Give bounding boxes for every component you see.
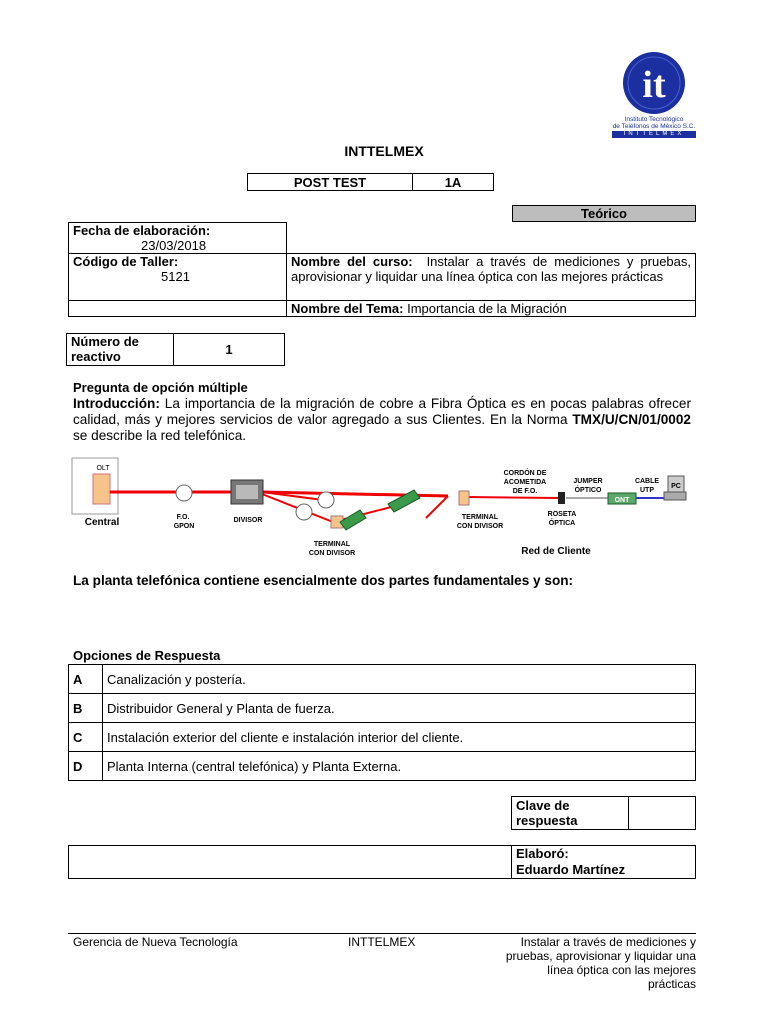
elaboro-table xyxy=(68,845,696,879)
olt-label: OLT xyxy=(96,465,110,472)
roseta-label: ROSETA ÓPTICA xyxy=(547,511,577,527)
logo-band: INTTELMEX xyxy=(612,131,696,138)
olt-card xyxy=(93,474,110,504)
option-row[interactable] xyxy=(69,694,696,723)
reactivo-label: Número de reactivo xyxy=(67,334,174,366)
fecha-value: 23/03/2018 xyxy=(141,238,207,253)
terminal-icon xyxy=(459,491,469,505)
codigo-cell xyxy=(69,254,287,301)
terminal1-label: TERMINAL CON DIVISOR xyxy=(308,541,356,557)
institution-logo xyxy=(608,52,700,144)
reactivo-table xyxy=(66,333,285,366)
codigo-value: 5121 xyxy=(161,269,190,284)
clave-input[interactable] xyxy=(629,797,696,830)
introduction xyxy=(73,396,691,444)
intro-text: La importancia de la migración de cobre a Fibra Óptica es en pocas palabras ofrecer calidad, más y mejores servicios de valor agregado a sus Clientes. En la Norma xyxy=(73,396,691,427)
curso-value: Instalar a través de mediciones y pruebas, aprovisionar y liquidar una línea óptica con las mejores prácticas xyxy=(291,254,691,284)
post-test-box xyxy=(247,173,494,191)
post-test-label: POST TEST xyxy=(293,175,367,190)
logo-line-2: de Teléfonos de México S.C. xyxy=(612,123,696,130)
splice-icon xyxy=(318,492,334,508)
footer-rule xyxy=(68,933,696,934)
option-row[interactable] xyxy=(69,665,696,694)
red-cliente-label: Red de Cliente xyxy=(521,546,591,557)
fecha-cell xyxy=(69,223,287,254)
option-letter: A xyxy=(69,665,103,694)
option-row[interactable] xyxy=(69,752,696,781)
central-label: Central xyxy=(84,517,120,528)
splice-icon xyxy=(296,504,312,520)
codigo-label: Código de Taller: xyxy=(73,254,179,269)
test-type-badge: Teórico xyxy=(512,205,696,222)
document-title: INTTELMEX xyxy=(344,143,424,159)
norma-code: TMX/U/CN/01/0002 xyxy=(572,412,691,427)
cordon-label: CORDÓN DE ACOMETIDA DE F.O. xyxy=(503,470,547,495)
terminal2-label: TERMINAL CON DIVISOR xyxy=(456,514,504,530)
divisor-label: DIVISOR xyxy=(233,517,263,524)
option-letter: C xyxy=(69,723,103,752)
intro-end: se describe la red telefónica. xyxy=(73,428,247,443)
jumper-label: JUMPER ÓPTICO xyxy=(573,478,603,494)
clave-label: Clave de respuesta xyxy=(512,797,629,830)
question-type: Pregunta de opción múltiple xyxy=(73,380,248,395)
footer-right: Instalar a través de mediciones y pruebas, aprovisionar y liquidar una línea óptica con las mejores prácticas xyxy=(505,935,696,991)
cable-utp-label: CABLE UTP xyxy=(634,478,660,494)
footer-left: Gerencia de Nueva Tecnología xyxy=(73,935,238,949)
elaboro-cell xyxy=(512,846,696,879)
logo-line-1: Instituto Tecnológico xyxy=(624,116,684,123)
tema-label: Nombre del Tema: xyxy=(291,301,404,316)
logo-letters: it xyxy=(642,64,666,106)
fo-gpon-icon xyxy=(176,485,192,501)
tema-value: Importancia de la Migración xyxy=(407,301,567,316)
clave-table xyxy=(511,796,696,830)
option-row[interactable] xyxy=(69,723,696,752)
options-heading: Opciones de Respuesta xyxy=(73,648,221,663)
options-table xyxy=(68,664,696,781)
curso-cell xyxy=(287,254,696,301)
option-text: Planta Interna (central telefónica) y Planta Externa. xyxy=(103,752,696,781)
option-letter: B xyxy=(69,694,103,723)
option-text: Canalización y postería. xyxy=(103,665,696,694)
post-test-code: 1A xyxy=(444,175,462,190)
fecha-label: Fecha de elaboración: xyxy=(73,223,211,238)
roseta-icon xyxy=(558,492,565,504)
intro-label: Introducción: xyxy=(73,396,160,411)
elaboro-name: Eduardo Martínez xyxy=(516,862,626,877)
terminal-divisor-icon xyxy=(388,490,420,512)
curso-label: Nombre del curso: xyxy=(291,254,413,269)
course-info-table xyxy=(68,222,696,317)
footer-center: INTTELMEX xyxy=(348,935,416,949)
option-text: Distribuidor General y Planta de fuerza. xyxy=(103,694,696,723)
elaboro-label: Elaboró: xyxy=(516,846,569,861)
reactivo-value: 1 xyxy=(174,334,285,366)
question-statement: La planta telefónica contiene esencialmente dos partes fundamentales y son: xyxy=(73,573,574,588)
tema-cell xyxy=(287,301,696,317)
option-text: Instalación exterior del cliente e instalación interior del cliente. xyxy=(103,723,696,752)
fo-gpon-label: F.O. GPON xyxy=(173,514,195,530)
network-diagram xyxy=(68,452,708,562)
pc-label: PC xyxy=(671,483,681,490)
ont-label: ONT xyxy=(614,497,630,504)
terminal-divisor-icon xyxy=(340,510,366,530)
option-letter: D xyxy=(69,752,103,781)
